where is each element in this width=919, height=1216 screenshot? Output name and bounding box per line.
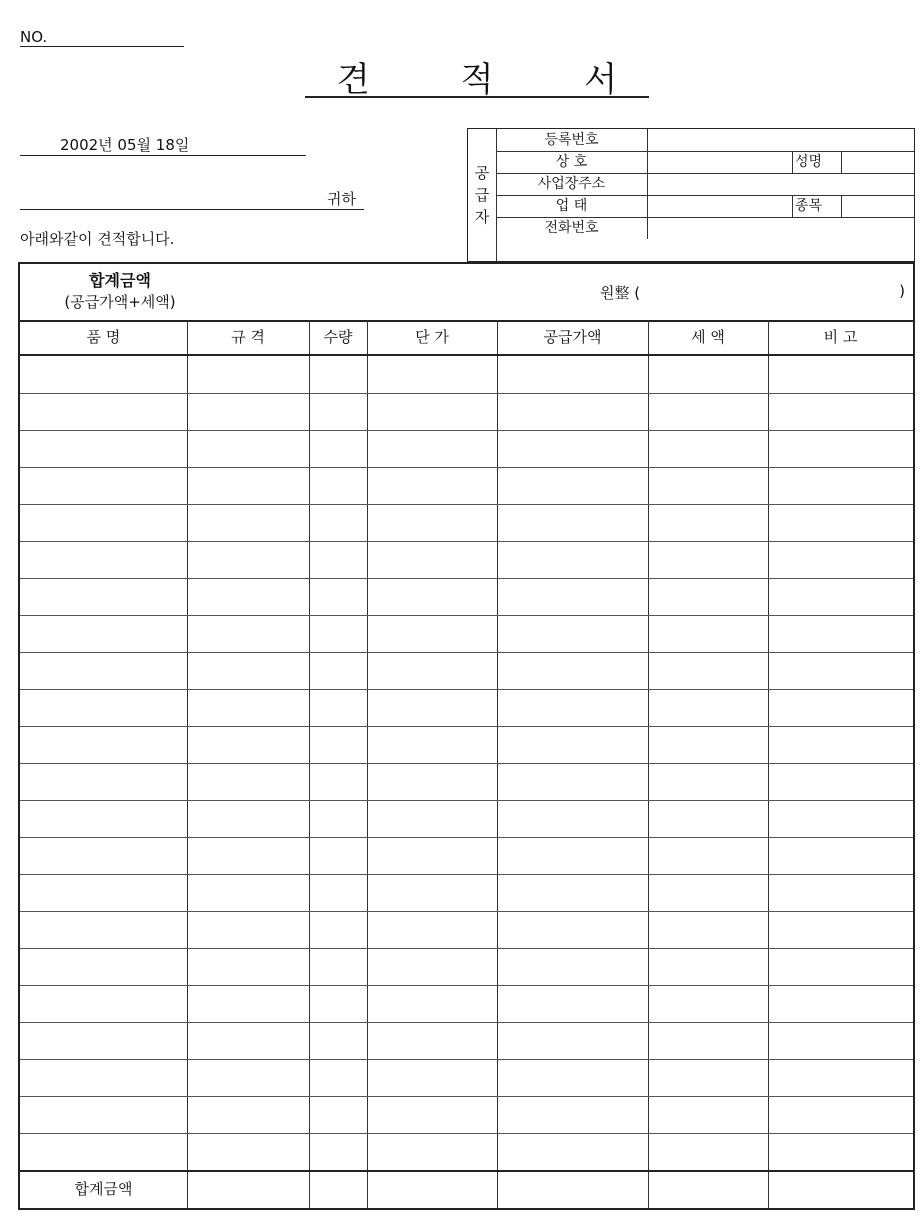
supplier-value [647,151,914,173]
supplier-value [647,217,914,239]
col-divider [309,320,310,1208]
supplier-row-company [496,151,914,174]
header-separator [20,354,913,356]
footer-total-label: 합계금액 [74,1180,133,1198]
col-divider [768,320,769,1208]
supplier-label: 등록번호 [496,129,648,151]
col-header-tax: 세 액 [691,328,725,346]
table-row-line [20,578,913,579]
col-header-supply-amount: 공급가액 [543,328,602,346]
table-row-line [20,1059,913,1060]
table-row-line [20,393,913,394]
table-row-line [20,652,913,653]
doc-number-label: NO. [20,28,48,46]
table-row-line [20,1096,913,1097]
supplier-row-phone [496,217,914,261]
supplier-sublabel-name: 성명 [792,151,842,173]
supplier-value [647,129,914,151]
supplier-row-address [496,173,914,196]
recipient-field: 귀하 [20,188,364,210]
table-row-line [20,541,913,542]
table-row-line [20,689,913,690]
doc-number-field [20,28,184,47]
supplier-label: 사업장주소 [496,173,648,195]
table-row-line [20,763,913,764]
supplier-value [647,173,914,195]
col-header-unit-price: 단 가 [415,328,449,346]
intro-note: 아래와같이 견적합니다. [20,230,175,248]
col-header-item: 품 명 [86,328,121,346]
table-row-line [20,985,913,986]
supplier-side-label: 공 급 자 [468,129,497,261]
supplier-value [647,195,914,217]
supplier-row-reg-number [496,129,914,152]
table-row-line [20,504,913,505]
table-row-line [20,615,913,616]
table-row-line [20,911,913,912]
supplier-box [467,128,915,262]
total-amount-row [20,264,913,322]
table-row-line [20,1022,913,1023]
date-field: 2002년 05월 18일 [20,134,306,156]
table-row-line [20,874,913,875]
page-title: 견 적 서 [305,52,649,98]
table-row-line [20,467,913,468]
col-header-qty: 수량 [323,328,353,346]
won-label: 원整 ( [600,284,641,302]
table-row-line [20,800,913,801]
col-divider [648,320,649,1208]
col-header-remarks: 비 고 [823,328,858,346]
col-divider [187,320,188,1208]
table-row-line [20,837,913,838]
total-amount-label: 합계금액 (공급가액+세액) [64,271,176,311]
supplier-label: 전화번호 [496,217,648,239]
supplier-label: 업 태 [496,195,648,217]
supplier-label: 상 호 [496,151,648,173]
table-row-line [20,430,913,431]
quote-table [18,262,915,1210]
col-divider [367,320,368,1208]
table-row-line [20,948,913,949]
col-divider [497,320,498,1208]
item-grid [20,320,913,1208]
table-row-line [20,726,913,727]
paren-close: ) [899,282,905,300]
supplier-row-business-type [496,195,914,218]
supplier-sublabel-item: 종목 [792,195,842,217]
col-header-spec: 규 격 [231,328,265,346]
table-row-line [20,1133,913,1134]
